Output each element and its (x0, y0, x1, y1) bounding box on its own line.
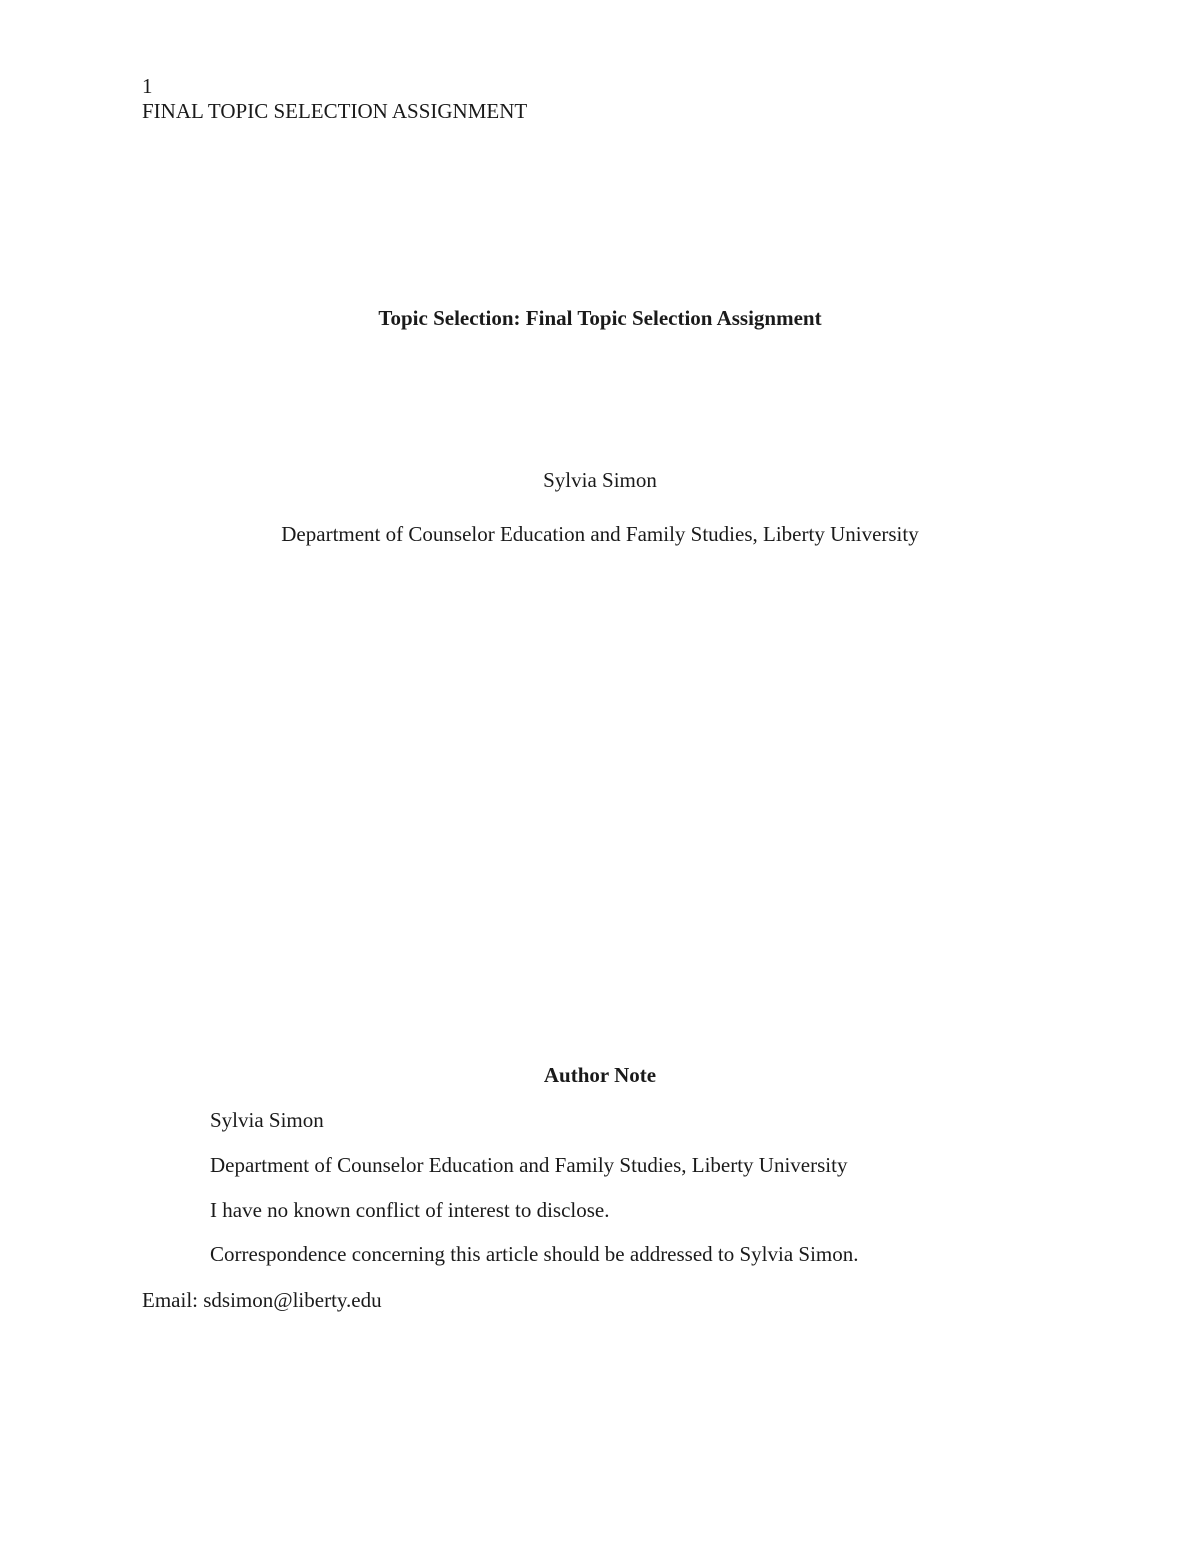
paper-title: Topic Selection: Final Topic Selection Assignment (378, 306, 822, 330)
author-note-name: Sylvia Simon (210, 1108, 324, 1132)
page-number: 1 (142, 74, 153, 98)
author-affiliation: Department of Counselor Education and Family Studies, Liberty University (281, 522, 919, 546)
author-name: Sylvia Simon (543, 468, 657, 492)
author-note-correspondence: Correspondence concerning this article should be addressed to Sylvia Simon. (210, 1242, 859, 1266)
email-label: Email: (142, 1288, 198, 1312)
author-note-affiliation: Department of Counselor Education and Family Studies, Liberty University (210, 1153, 848, 1177)
author-note-heading: Author Note (543, 1063, 657, 1087)
author-note-conflict: I have no known conflict of interest to disclose. (210, 1198, 610, 1222)
page-header (142, 74, 527, 124)
running-head: FINAL TOPIC SELECTION ASSIGNMENT (142, 99, 528, 123)
email-address: sdsimon@liberty.edu (203, 1288, 382, 1312)
author-note-email (142, 1288, 382, 1313)
